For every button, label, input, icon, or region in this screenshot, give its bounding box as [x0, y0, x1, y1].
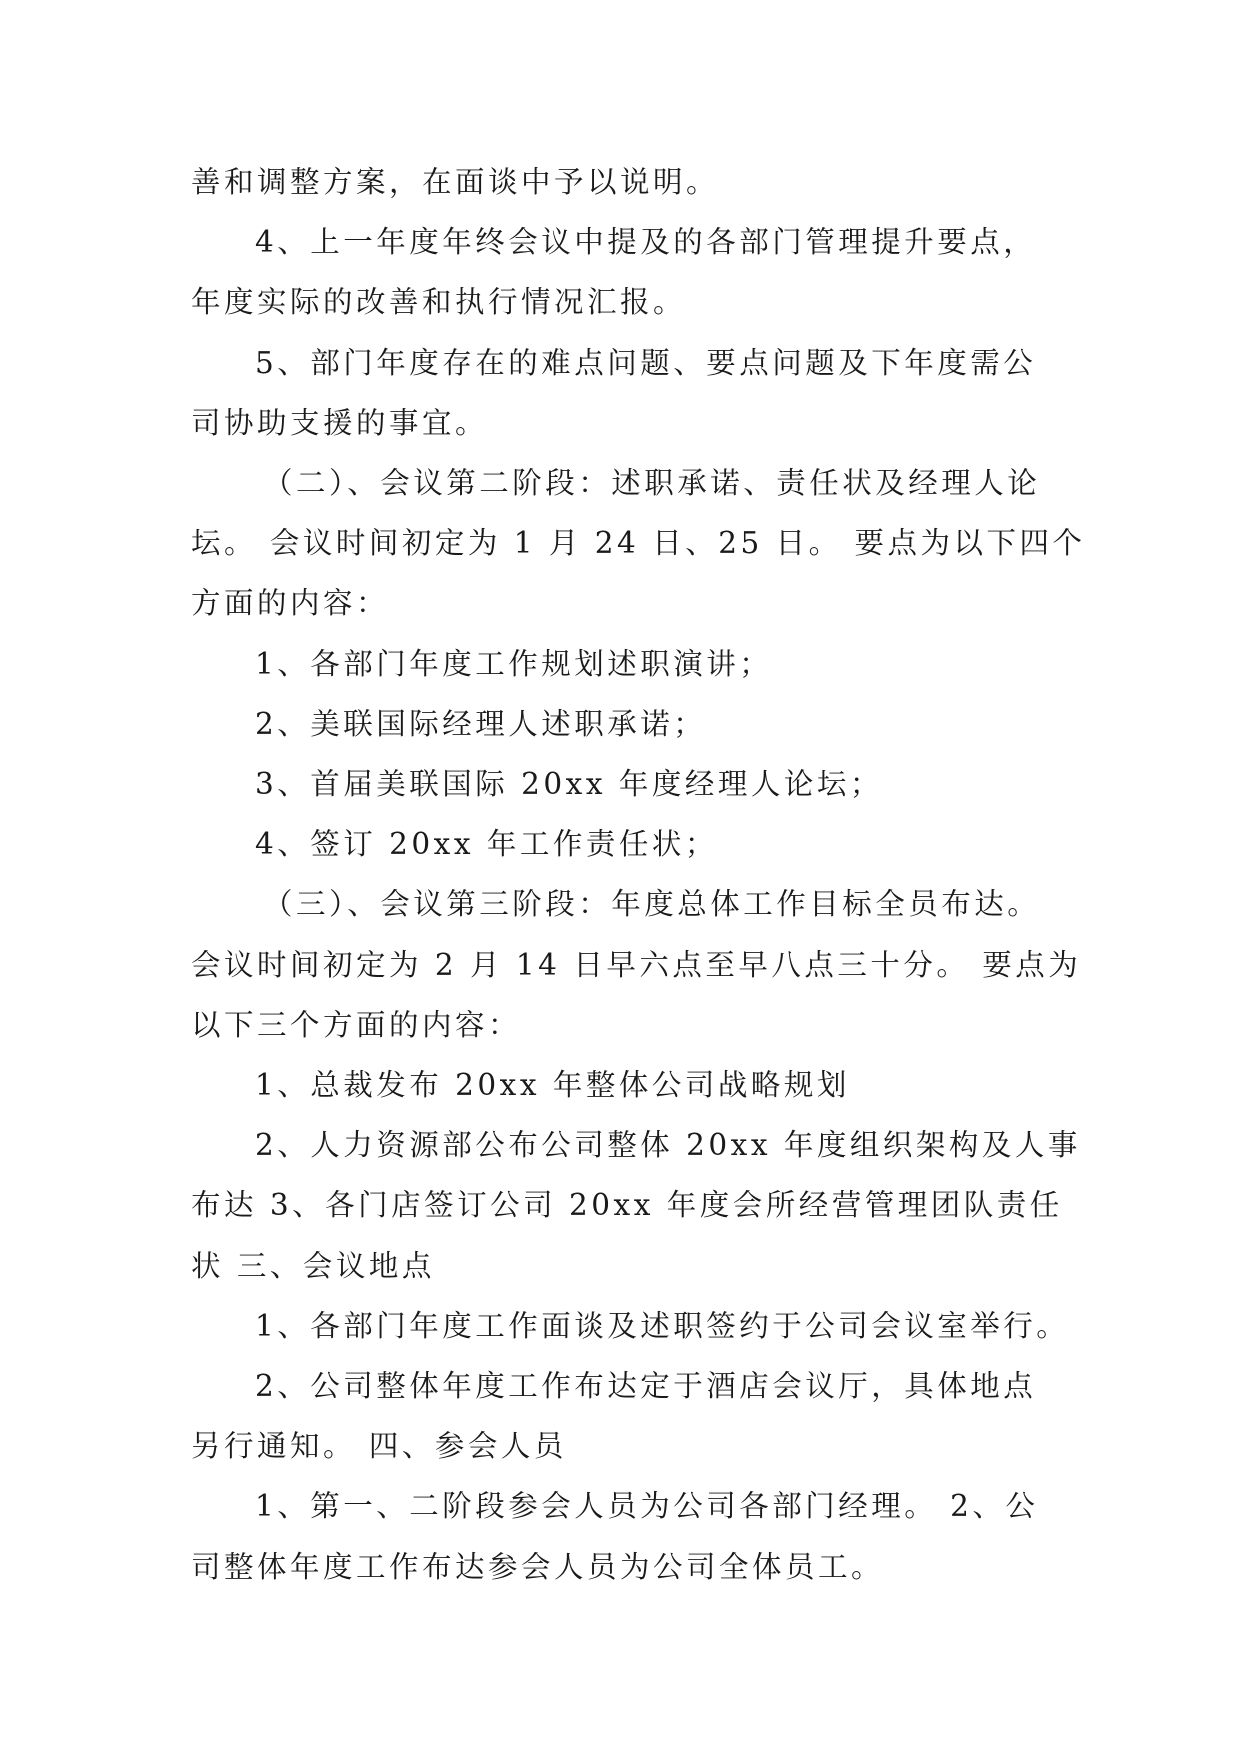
- list-item: 2、公司整体年度工作布达定于酒店会议厅，具体地点: [255, 1369, 1037, 1404]
- text-line: 司整体年度工作布达参会人员为公司全体员工。: [191, 1549, 885, 1584]
- list-item: 1、各部门年度工作规划述职演讲；: [255, 646, 773, 681]
- text-line: 5、部门年度存在的难点问题、要点问题及下年度需公: [255, 345, 1037, 380]
- section-heading-line: （三）、会议第三阶段：年度总体工作目标全员布达。: [263, 887, 1041, 922]
- list-item: 1、总裁发布 20xx 年整体公司战略规划: [255, 1068, 850, 1103]
- text-line: 司协助支援的事宜。: [191, 405, 489, 440]
- text-line: 坛。 会议时间初定为 1 月 24 日、25 日。 要点为以下四个: [191, 526, 1086, 561]
- text-line: 善和调整方案，在面谈中予以说明。: [191, 165, 720, 199]
- list-item: 1、各部门年度工作面谈及述职签约于公司会议室举行。: [255, 1308, 1070, 1343]
- text-line: 另行通知。 四、参会人员: [191, 1429, 567, 1464]
- text-line: 方面的内容：: [191, 586, 390, 621]
- text-line: 会议时间初定为 2 月 14 日早六点至早八点三十分。 要点为: [191, 947, 1082, 982]
- text-line: 布达 3、各门店签订公司 20xx 年度会所经营管理团队责任: [191, 1188, 1063, 1223]
- list-item: 2、人力资源部公布公司整体 20xx 年度组织架构及人事: [255, 1128, 1081, 1163]
- list-item: 2、美联国际经理人述职承诺；: [255, 706, 707, 741]
- list-item: 4、签订 20xx 年工作责任状；: [255, 827, 718, 862]
- list-item: 1、第一、二阶段参会人员为公司各部门经理。 2、公: [255, 1489, 1039, 1524]
- list-item: 3、首届美联国际 20xx 年度经理人论坛；: [255, 767, 883, 802]
- text-line: 年度实际的改善和执行情况汇报。: [191, 285, 687, 320]
- text-line: 状 三、会议地点: [191, 1248, 435, 1283]
- document-body: [191, 152, 1086, 1597]
- text-line: 4、上一年度年终会议中提及的各部门管理提升要点，: [255, 225, 1037, 260]
- section-heading-line: （二）、会议第二阶段：述职承诺、责任状及经理人论: [263, 466, 1041, 501]
- text-line: 以下三个方面的内容：: [191, 1007, 522, 1042]
